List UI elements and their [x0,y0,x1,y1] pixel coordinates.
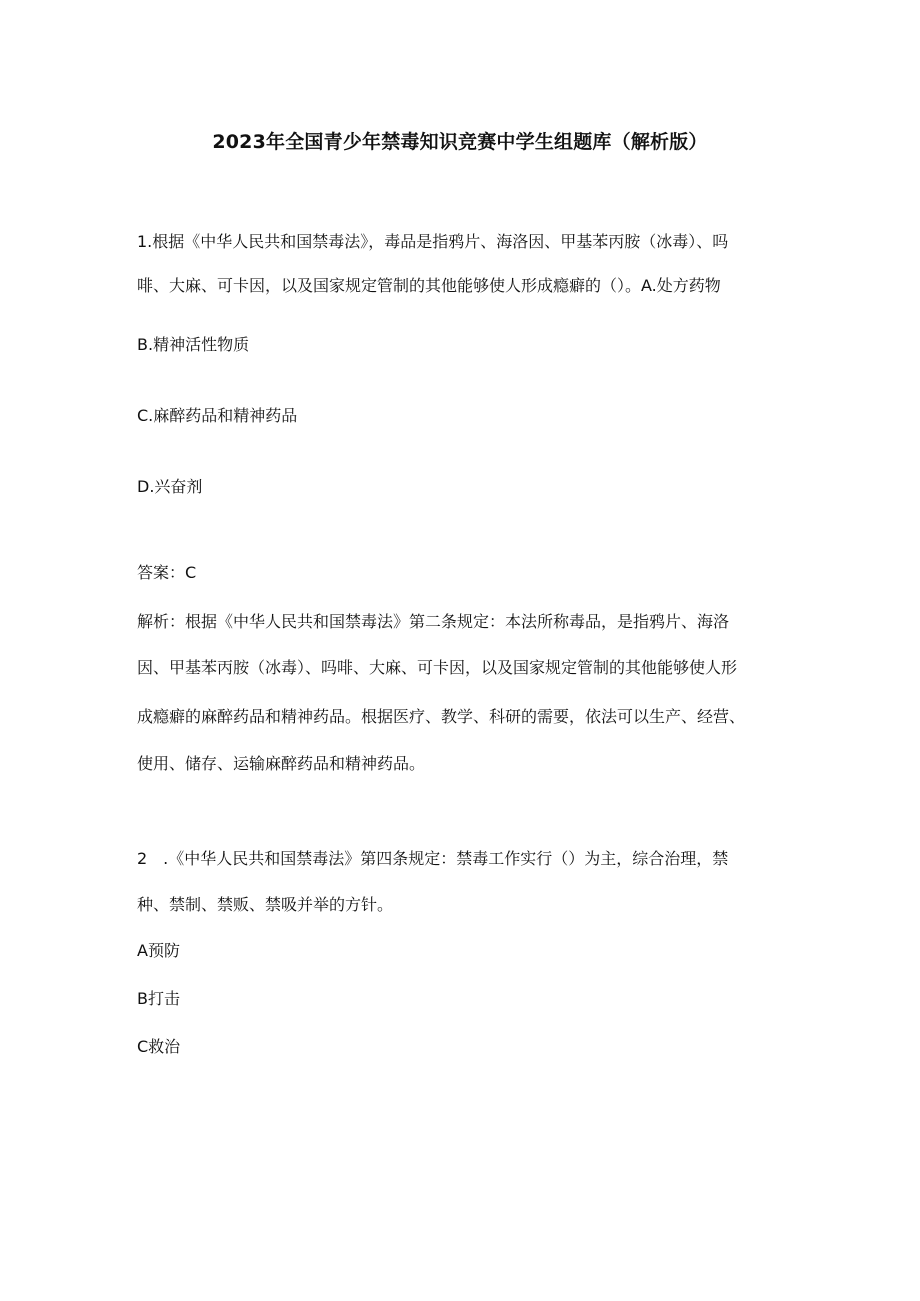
question-1-option-c: C.麻醉药品和精神药品 [137,406,298,425]
document-title: 2023年全国青少年禁毒知识竞赛中学生组题库（解析版） [212,131,708,153]
question-1-stem-line-2: 啡、大麻、可卡因，以及国家规定管制的其他能够使人形成瘾癖的（）。A.处方药物 [137,276,721,295]
question-2-option-c: C救治 [137,1037,181,1056]
question-1-option-d: D.兴奋剂 [137,477,203,496]
question-2-option-b: B打击 [137,989,180,1008]
question-1-analysis-line-4: 使用、储存、运输麻醉药品和精神药品。 [137,754,426,773]
question-2-option-a: A预防 [137,941,180,960]
question-1-stem-line-1: 1.根据《中华人民共和国禁毒法》，毒品是指鸦片、海洛因、甲基苯丙胺（冰毒）、吗 [137,232,729,251]
question-2-stem-line-1: 2 .《中华人民共和国禁毒法》第四条规定：禁毒工作实行（）为主，综合治理，禁 [137,849,729,868]
question-1-analysis-line-2: 因、甲基苯丙胺（冰毒）、吗啡、大麻、可卡因，以及国家规定管制的其他能够使人形 [137,658,738,677]
question-1-answer: 答案：C [137,563,197,582]
question-2-stem-line-2: 种、禁制、禁贩、禁吸并举的方针。 [137,895,394,914]
question-1-analysis-line-3: 成瘾癖的麻醉药品和精神药品。根据医疗、教学、科研的需要，依法可以生产、经营、 [137,707,746,726]
question-1-option-b: B.精神活性物质 [137,335,250,354]
question-1-analysis-line-1: 解析：根据《中华人民共和国禁毒法》第二条规定：本法所称毒品，是指鸦片、海洛 [137,612,730,631]
